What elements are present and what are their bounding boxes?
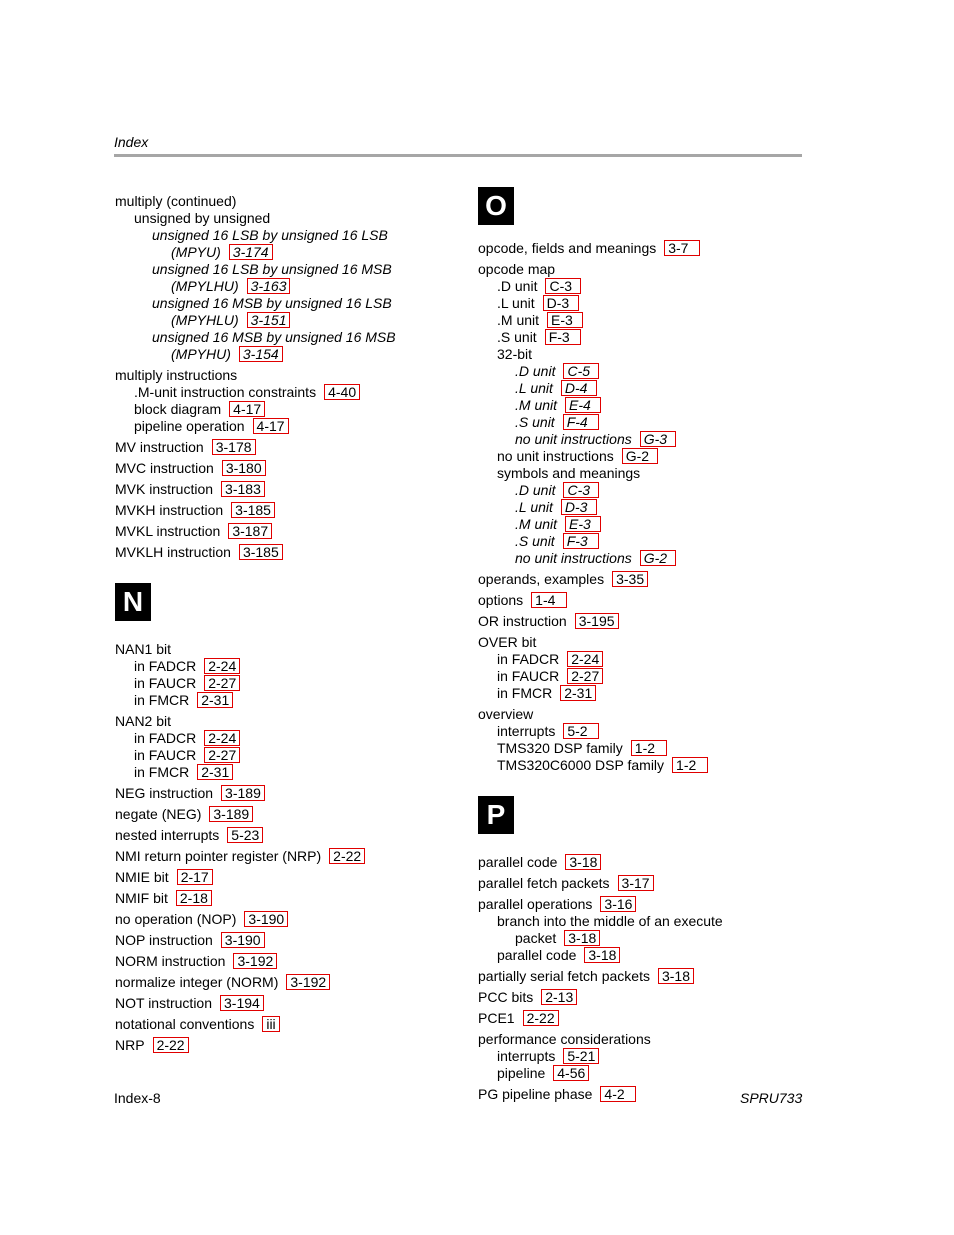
index-term: negate (NEG) (115, 806, 202, 822)
page-ref-link[interactable]: 4-2 (600, 1086, 636, 1102)
index-term: NORM instruction (115, 953, 226, 969)
index-term: in FADCR (497, 651, 560, 667)
index-term: MV instruction (115, 439, 204, 455)
index-entry (115, 346, 455, 363)
index-term: notational conventions (115, 1016, 255, 1032)
index-term: MVC instruction (115, 460, 214, 476)
page-ref-link[interactable]: C-3 (563, 482, 599, 498)
page-ref-link[interactable]: 4-56 (553, 1065, 589, 1081)
index-term: MVKH instruction (115, 502, 224, 518)
page-ref-link[interactable]: 2-13 (541, 989, 577, 1005)
index-entry (115, 730, 455, 747)
index-term: normalize integer (NORM) (115, 974, 279, 990)
index-entry (115, 481, 455, 498)
index-term: NEG instruction (115, 785, 214, 801)
index-entry (478, 968, 818, 985)
page-ref-link[interactable]: 4-40 (324, 384, 360, 400)
index-entry (478, 571, 818, 588)
page-ref-link[interactable]: 2-24 (204, 658, 240, 674)
index-entry (478, 634, 818, 651)
index-entry (115, 911, 455, 928)
page-ref-link[interactable]: 3-192 (233, 953, 277, 969)
page-ref-link[interactable]: 2-18 (176, 890, 212, 906)
page-ref-link[interactable]: 3-189 (209, 806, 253, 822)
index-term: partially serial fetch packets (478, 968, 650, 984)
index-term: OVER bit (478, 634, 537, 650)
index-entry (478, 706, 818, 723)
page-ref-link[interactable]: 3-7 (664, 240, 700, 256)
index-term: .M unit (515, 516, 558, 532)
index-term: MVKL instruction (115, 523, 221, 539)
page-ref-link[interactable]: iii (262, 1016, 279, 1032)
index-term: NMI return pointer register (NRP) (115, 848, 322, 864)
index-entry (478, 482, 818, 499)
index-term: .L unit (515, 380, 553, 396)
index-term: MVK instruction (115, 481, 214, 497)
page-ref-link[interactable]: 2-27 (204, 747, 240, 763)
page-ref-link[interactable]: 3-174 (229, 244, 273, 260)
index-term: opcode map (478, 261, 556, 277)
index-entry (115, 953, 455, 970)
page-ref-link[interactable]: 3-18 (658, 968, 694, 984)
index-entry (478, 380, 818, 397)
index-entry (115, 418, 455, 435)
index-entry (478, 613, 818, 630)
index-entry (478, 668, 818, 685)
index-entry (115, 1037, 455, 1054)
index-term: .S unit (515, 533, 555, 549)
index-entry (115, 278, 455, 295)
page-ref-link[interactable]: 3-17 (618, 875, 654, 891)
index-entry (115, 384, 455, 401)
index-term: parallel code (478, 854, 558, 870)
index-entry (115, 806, 455, 823)
index-entry (478, 499, 818, 516)
index-entry (478, 947, 818, 964)
index-entry (478, 723, 818, 740)
index-term: block diagram (134, 401, 222, 417)
page-ref-link[interactable]: 2-22 (523, 1010, 559, 1026)
index-term: pipeline (497, 1065, 546, 1081)
index-entry (478, 516, 818, 533)
index-term: performance considerations (478, 1031, 651, 1047)
page-ref-link[interactable]: E-3 (565, 516, 601, 532)
index-term: in FMCR (134, 764, 190, 780)
index-entry (115, 460, 455, 477)
index-entry (478, 295, 818, 312)
index-column-right (478, 187, 818, 1103)
index-term: .D unit (497, 278, 538, 294)
index-term: in FAUCR (497, 668, 560, 684)
index-term: packet (515, 930, 557, 946)
index-entry (115, 995, 455, 1012)
index-entry (478, 397, 818, 414)
index-term: in FAUCR (134, 675, 197, 691)
index-entry (115, 764, 455, 781)
index-entry (115, 244, 455, 261)
page-ref-link[interactable]: 3-189 (221, 785, 265, 801)
page-ref-link[interactable]: 5-21 (563, 1048, 599, 1064)
index-entry (478, 278, 818, 295)
index-entry (478, 1048, 818, 1065)
index-term: NMIF bit (115, 890, 168, 906)
page-ref-link[interactable]: 2-31 (197, 764, 233, 780)
index-entry (478, 329, 818, 346)
index-entry (478, 240, 818, 257)
page-ref-link[interactable]: D-3 (561, 499, 597, 515)
index-entry (478, 989, 818, 1006)
index-entry (115, 367, 455, 384)
index-term: no unit instructions (497, 448, 614, 464)
index-entry (115, 848, 455, 865)
index-term: multiply (continued) (115, 193, 237, 209)
index-term: in FAUCR (134, 747, 197, 763)
page-ref-link[interactable]: 3-178 (212, 439, 256, 455)
index-term: options (478, 592, 524, 608)
index-term: NOT instruction (115, 995, 212, 1011)
page-ref-link[interactable]: 3-185 (239, 544, 283, 560)
index-term: NAN2 bit (115, 713, 172, 729)
section-letter-o: O (478, 187, 514, 225)
index-term: in FMCR (134, 692, 190, 708)
page-ref-link[interactable]: 3-180 (222, 460, 266, 476)
index-entry (478, 363, 818, 380)
index-entry (115, 210, 455, 227)
index-entry (115, 675, 455, 692)
index-entry (478, 261, 818, 278)
index-term: unsigned 16 MSB by unsigned 16 LSB (152, 295, 392, 311)
page-ref-link[interactable]: 2-17 (177, 869, 213, 885)
index-term: overview (478, 706, 534, 722)
index-entry (115, 227, 455, 244)
index-entry (115, 439, 455, 456)
section-letter-p: P (478, 796, 514, 834)
index-term: MVKLH instruction (115, 544, 231, 560)
index-entry (115, 1016, 455, 1033)
section-letter-n: N (115, 583, 151, 621)
page-ref-link[interactable]: 3-18 (564, 930, 600, 946)
index-entry (478, 913, 818, 930)
index-term: in FADCR (134, 658, 197, 674)
index-term: no unit instructions (515, 431, 632, 447)
index-entry (115, 401, 455, 418)
index-entry (478, 312, 818, 329)
index-term: .M-unit instruction constraints (134, 384, 317, 400)
index-entry (478, 896, 818, 913)
page-ref-link[interactable]: D-4 (561, 380, 597, 396)
document-id: SPRU733 (740, 1090, 803, 1106)
index-term: pipeline operation (134, 418, 245, 434)
page-ref-link[interactable]: E-3 (547, 312, 583, 328)
page-ref-link[interactable]: 3-183 (221, 481, 265, 497)
page-ref-link[interactable]: 3-163 (247, 278, 291, 294)
index-term: multiply instructions (115, 367, 238, 383)
index-term: (MPYLHU) (171, 278, 239, 294)
index-entry (478, 431, 818, 448)
index-entry (478, 1031, 818, 1048)
index-entry (478, 651, 818, 668)
index-entry (115, 890, 455, 907)
index-entry (115, 747, 455, 764)
index-term: .M unit (515, 397, 558, 413)
page-ref-link[interactable]: 2-24 (567, 651, 603, 667)
index-entry (115, 869, 455, 886)
index-term: .S unit (515, 414, 555, 430)
index-term: parallel code (497, 947, 577, 963)
index-term: opcode, fields and meanings (478, 240, 657, 256)
index-entry (115, 827, 455, 844)
index-entry (115, 713, 455, 730)
index-term: TMS320 DSP family (497, 740, 623, 756)
index-term: (MPYHLU) (171, 312, 239, 328)
index-entry (115, 295, 455, 312)
index-term: unsigned 16 MSB by unsigned 16 MSB (152, 329, 396, 345)
page-ref-link[interactable]: C-3 (545, 278, 581, 294)
index-entry (478, 1065, 818, 1082)
page-ref-link[interactable]: 3-190 (221, 932, 265, 948)
index-term: .M unit (497, 312, 540, 328)
index-entry (478, 740, 818, 757)
index-term: interrupts (497, 1048, 556, 1064)
index-term: PCE1 (478, 1010, 515, 1026)
index-term: .L unit (497, 295, 535, 311)
index-entry (478, 685, 818, 702)
page-ref-link[interactable]: 2-27 (204, 675, 240, 691)
index-entry (115, 974, 455, 991)
index-entry (115, 193, 455, 210)
index-term: nested interrupts (115, 827, 220, 843)
index-entry (115, 932, 455, 949)
index-term: no operation (NOP) (115, 911, 237, 927)
index-term: .L unit (515, 499, 553, 515)
index-term: .D unit (515, 363, 556, 379)
index-term: .S unit (497, 329, 537, 345)
index-entry (478, 1010, 818, 1027)
index-entry (478, 930, 818, 947)
page-ref-link[interactable]: 3-192 (286, 974, 330, 990)
page-ref-link[interactable]: 2-22 (153, 1037, 189, 1053)
index-term: unsigned 16 LSB by unsigned 16 MSB (152, 261, 392, 277)
index-term: .D unit (515, 482, 556, 498)
page-ref-link[interactable]: 3-151 (247, 312, 291, 328)
index-term: branch into the middle of an execute (497, 913, 723, 929)
index-entry (115, 523, 455, 540)
index-term: no unit instructions (515, 550, 632, 566)
running-header: Index (114, 134, 149, 150)
index-term: NAN1 bit (115, 641, 172, 657)
index-column-left (115, 193, 455, 1054)
page-ref-link[interactable]: 2-27 (567, 668, 603, 684)
page-ref-link[interactable]: 3-194 (220, 995, 264, 1011)
index-term: (MPYHU) (171, 346, 231, 362)
index-entry (115, 502, 455, 519)
page-ref-link[interactable]: 2-24 (204, 730, 240, 746)
index-term: in FADCR (134, 730, 197, 746)
index-entry (478, 550, 818, 567)
index-entry (478, 592, 818, 609)
index-entry (478, 346, 818, 363)
page-ref-link[interactable]: 2-31 (197, 692, 233, 708)
page-ref-link[interactable]: 3-185 (231, 502, 275, 518)
index-term: TMS320C6000 DSP family (497, 757, 665, 773)
index-entry (115, 261, 455, 278)
index-term: (MPYU) (171, 244, 221, 260)
page-ref-link[interactable]: 1-2 (631, 740, 667, 756)
index-entry (478, 875, 818, 892)
index-term: unsigned 16 LSB by unsigned 16 LSB (152, 227, 388, 243)
index-term: parallel operations (478, 896, 593, 912)
index-entry (115, 785, 455, 802)
index-entry (478, 465, 818, 482)
page-ref-link[interactable]: 1-4 (531, 592, 567, 608)
page-ref-link[interactable]: 1-2 (672, 757, 708, 773)
page-ref-link[interactable]: 3-195 (575, 613, 619, 629)
index-term: NMIE bit (115, 869, 169, 885)
index-entry (115, 641, 455, 658)
index-term: in FMCR (497, 685, 553, 701)
index-term: NRP (115, 1037, 145, 1053)
page-ref-link[interactable]: G-2 (640, 550, 676, 566)
page-ref-link[interactable]: 4-17 (229, 401, 265, 417)
page-ref-link[interactable]: C-5 (563, 363, 599, 379)
index-entry (478, 757, 818, 774)
index-term: NOP instruction (115, 932, 213, 948)
page-ref-link[interactable]: 4-17 (253, 418, 289, 434)
index-entry (115, 692, 455, 709)
index-entry (115, 329, 455, 346)
index-entry (115, 312, 455, 329)
index-term: operands, examples (478, 571, 605, 587)
header-rule (114, 154, 802, 157)
page-ref-link[interactable]: E-4 (565, 397, 601, 413)
page-ref-link[interactable]: 3-18 (584, 947, 620, 963)
index-term: OR instruction (478, 613, 567, 629)
page-ref-link[interactable]: 3-187 (228, 523, 272, 539)
page-ref-link[interactable]: F-4 (563, 414, 599, 430)
page-ref-link[interactable]: 3-35 (612, 571, 648, 587)
page-ref-link[interactable]: 5-2 (563, 723, 599, 739)
page-ref-link[interactable]: F-3 (545, 329, 581, 345)
index-term: 32-bit (497, 346, 533, 362)
page-ref-link[interactable]: G-3 (640, 431, 676, 447)
page-ref-link[interactable]: D-3 (543, 295, 579, 311)
page-ref-link[interactable]: 5-23 (227, 827, 263, 843)
index-term: interrupts (497, 723, 556, 739)
page-ref-link[interactable]: 2-31 (560, 685, 596, 701)
index-entry (478, 414, 818, 431)
page-ref-link[interactable]: G-2 (622, 448, 658, 464)
page-ref-link[interactable]: 3-190 (244, 911, 288, 927)
page-ref-link[interactable]: 3-154 (239, 346, 283, 362)
index-term: symbols and meanings (497, 465, 641, 481)
index-term: PCC bits (478, 989, 534, 1005)
page-number: Index-8 (114, 1090, 161, 1106)
index-entry (115, 658, 455, 675)
index-entry (478, 533, 818, 550)
page-ref-link[interactable]: F-3 (563, 533, 599, 549)
index-term: PG pipeline phase (478, 1086, 593, 1102)
page-ref-link[interactable]: 3-16 (600, 896, 636, 912)
index-term: parallel fetch packets (478, 875, 610, 891)
index-entry (478, 854, 818, 871)
index-entry (478, 448, 818, 465)
index-entry (115, 544, 455, 561)
index-term: unsigned by unsigned (134, 210, 271, 226)
page-ref-link[interactable]: 3-18 (565, 854, 601, 870)
page-ref-link[interactable]: 2-22 (329, 848, 365, 864)
